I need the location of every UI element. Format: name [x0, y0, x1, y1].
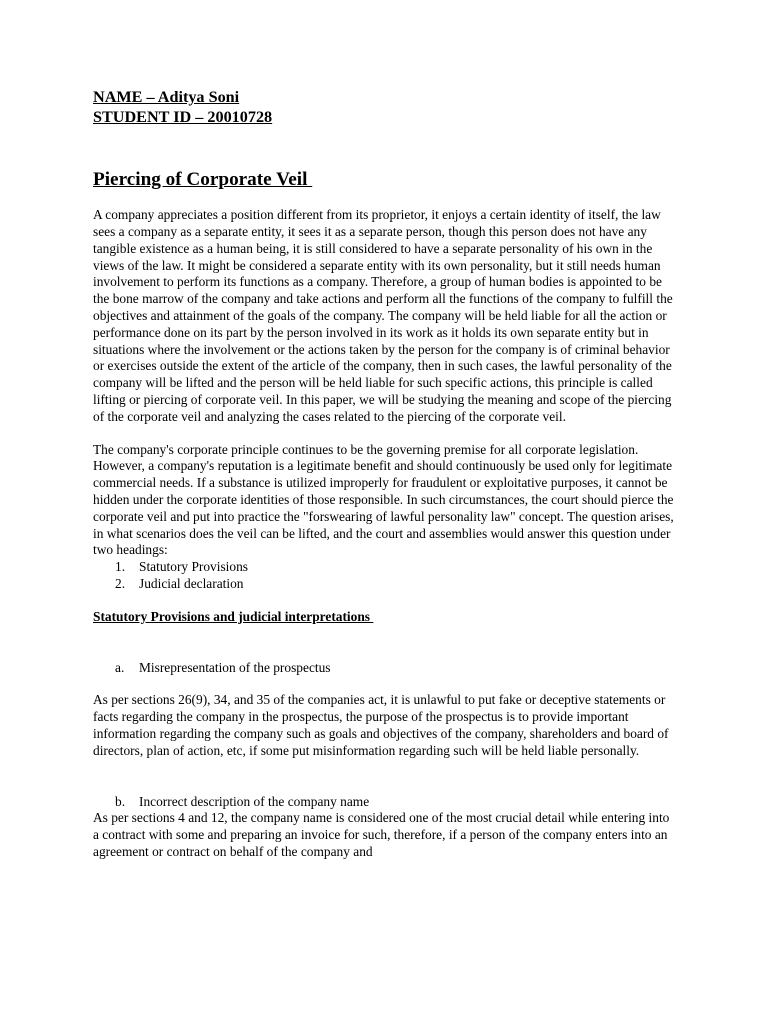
- list-item-label: Judicial declaration: [139, 575, 244, 591]
- sub-heading-label: Misrepresentation of the prospectus: [139, 659, 331, 675]
- sub-heading-b: [93, 794, 676, 811]
- sub-heading-label: Incorrect description of the company name: [139, 793, 370, 809]
- list-item-label: Statutory Provisions: [139, 559, 248, 575]
- list-item: [115, 575, 676, 593]
- intro-paragraph: A company appreciates a position different from its proprietor, it enjoys a certain identity of itself, the law sees a company as a separate entity, it sees it as a separate person, though this person does not have any tangible existence as a human being, it is still considered to have a separate personality of his own in the views of the law. It might be considered a separate entity with its own personality, but it still needs human involvement to perform its functions as a company. Therefore, a group of human bodies is appointed to be the bone marrow of the company and take actions and perform all the functions of the company to fulfill the objectives and attainment of the goals of the company. The company will be held liable for all the action or performance done on its part by the person involved in its work as it holds its own separate entity but in situations where the involvement or the actions taken by the person for the company is of criminal behavior or exercises outside the extent of the article of the company, then in such cases, the lawful personality of the company will be lifted and the person will be held liable for such specific actions, this principle is called lifting or piercing of corporate veil. In this paper, we will be studying the meaning and scope of the piercing of the corporate veil and analyzing the cases related to the piercing of the corporate veil.: [93, 207, 673, 424]
- section-heading: Statutory Provisions and judicial interpretations: [93, 608, 374, 624]
- list-marker: 1.: [115, 559, 126, 575]
- list-marker: 2.: [115, 575, 126, 591]
- sub-marker: a.: [115, 659, 125, 675]
- list-item: [115, 559, 676, 576]
- student-name: NAME – Aditya Soni: [93, 88, 240, 106]
- principle-paragraph: The company's corporate principle continues to be the governing premise for all corporate legislation. However, a company's reputation is a legitimate benefit and should continuously be used only for legitimate commercial needs. If a substance is utilized improperly for fraudulent or exploitative purposes, it cannot be hidden under the corporate identities of those responsible. In such circumstances, the court should pierce the corporate veil and put into practice the "forswearing of lawful personality law" concept. The question arises, in what scenarios does the veil can be lifted, and the court and assemblies would answer this question under two headings:: [93, 441, 674, 558]
- student-id: STUDENT ID – 20010728: [93, 107, 273, 126]
- headings-list: [93, 559, 676, 593]
- sub-heading-a: [93, 660, 676, 677]
- document-title: Piercing of Corporate Veil: [93, 169, 313, 191]
- sub-marker: b.: [115, 793, 126, 809]
- company-name-paragraph: As per sections 4 and 12, the company name is considered one of the most crucial detail while entering into a contract with some and preparing an invoice for such, therefore, if a person of the company enters into an agreement or contract on behalf of the company and: [93, 810, 670, 859]
- prospectus-paragraph: As per sections 26(9), 34, and 35 of the companies act, it is unlawful to put fake or deceptive statements or facts regarding the company in the prospectus, the purpose of the prospectus is to provide important information regarding the company such as goals and objectives of the company, shareholders and board of directors, plan of action, etc, if some put misinformation regarding such will be held liable personally.: [93, 692, 669, 758]
